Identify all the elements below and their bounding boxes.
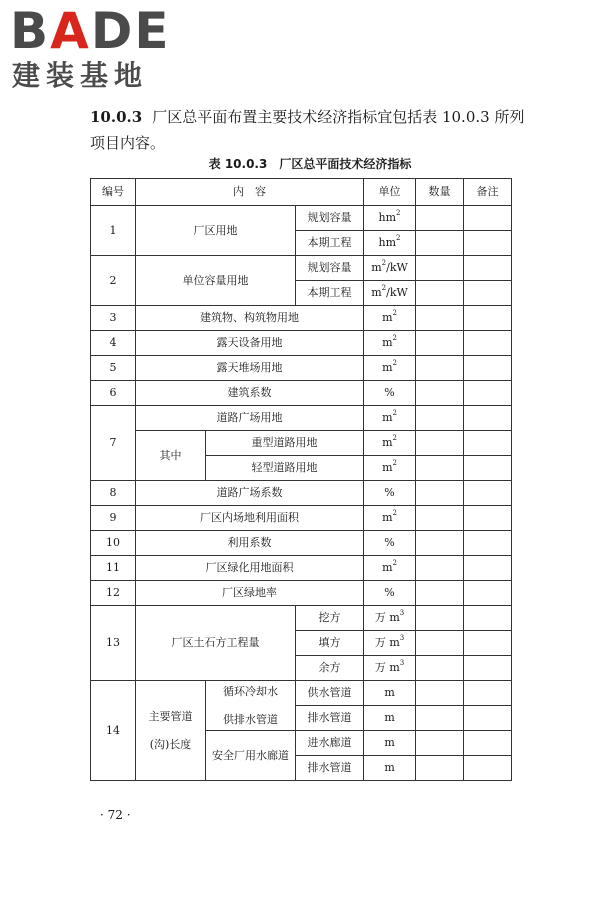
row-subitem: 余方 [296,656,364,681]
row-subitem: 规划容量 [296,206,364,231]
row-subitem: 本期工程 [296,281,364,306]
row-qty [416,256,464,281]
row-number: 2 [91,256,136,306]
row-remark [464,481,512,506]
row-remark [464,281,512,306]
row-number: 11 [91,556,136,581]
table-row [91,331,512,356]
row-qty [416,406,464,431]
row-qty [416,381,464,406]
row-number: 9 [91,506,136,531]
row-qty [416,756,464,781]
row-item: 厂区用地 [136,206,296,256]
row-remark [464,531,512,556]
row-qty [416,231,464,256]
row-unit: $m^2/kW$ [364,281,416,306]
row-unit: $hm^2$ [364,231,416,256]
row-remark [464,706,512,731]
row-item: 厂区绿化用地面积 [136,556,364,581]
row-unit: 万 $m^3$ [364,606,416,631]
header-no: 编号 [91,179,136,206]
row-group: 其中 [136,431,206,481]
row-qty [416,306,464,331]
bade-logo [10,4,190,94]
row-qty [416,556,464,581]
table-caption-number: 表 10.0.3 [208,157,268,171]
row-qty [416,656,464,681]
row-unit: $m^2$ [364,331,416,356]
row-group: 循环冷却水 供排水管道 [206,681,296,731]
row-unit: $m^2$ [364,306,416,331]
row-number: 3 [91,306,136,331]
clause-paragraph [90,104,530,156]
table-row [91,206,512,231]
table-row [91,256,512,281]
row-remark [464,506,512,531]
row-qty [416,631,464,656]
row-number: 5 [91,356,136,381]
row-remark [464,606,512,631]
row-remark [464,431,512,456]
row-unit: m [364,681,416,706]
row-number: 14 [91,681,136,781]
row-item: 单位容量用地 [136,256,296,306]
row-qty [416,531,464,556]
row-number: 7 [91,406,136,481]
row-remark [464,631,512,656]
row-remark [464,306,512,331]
header-unit: 单位 [364,179,416,206]
row-number: 1 [91,206,136,256]
table-header-row [91,179,512,206]
row-item: 露天堆场用地 [136,356,364,381]
row-unit: $m^2$ [364,456,416,481]
table-caption [90,156,530,172]
row-unit: $m^2$ [364,506,416,531]
row-item: 建筑物、构筑物用地 [136,306,364,331]
row-unit: 万 $m^3$ [364,656,416,681]
row-unit: $m^2$ [364,556,416,581]
row-subitem: 重型道路用地 [206,431,364,456]
row-qty [416,681,464,706]
row-unit: % [364,581,416,606]
row-remark [464,731,512,756]
row-qty [416,456,464,481]
row-unit: $m^2$ [364,406,416,431]
row-qty [416,356,464,381]
row-qty [416,431,464,456]
clause-number: 10.0.3 [90,108,143,126]
row-item: 建筑系数 [136,381,364,406]
table-row [91,356,512,381]
row-item: 厂区内场地利用面积 [136,506,364,531]
row-qty [416,481,464,506]
table-row [91,381,512,406]
row-qty [416,506,464,531]
table-row [91,406,512,431]
row-unit: % [364,531,416,556]
row-remark [464,206,512,231]
row-remark [464,681,512,706]
row-subitem: 排水管道 [296,756,364,781]
row-unit: % [364,381,416,406]
row-unit: % [364,481,416,506]
row-unit: m [364,731,416,756]
header-remark: 备注 [464,179,512,206]
row-subitem: 供水管道 [296,681,364,706]
table-row [91,506,512,531]
row-qty [416,706,464,731]
table-row [91,681,512,706]
table-row [91,606,512,631]
row-number: 13 [91,606,136,681]
row-number: 12 [91,581,136,606]
row-number: 10 [91,531,136,556]
row-group: 安全厂用水廊道 [206,731,296,781]
row-remark [464,331,512,356]
row-qty [416,606,464,631]
row-item: 露天设备用地 [136,331,364,356]
row-unit: $m^2$ [364,356,416,381]
row-number: 6 [91,381,136,406]
row-item: 道路广场用地 [136,406,364,431]
header-qty: 数量 [416,179,464,206]
row-remark [464,406,512,431]
table-row [91,531,512,556]
row-remark [464,556,512,581]
row-subitem: 本期工程 [296,231,364,256]
row-qty [416,281,464,306]
row-remark [464,256,512,281]
table-row [91,306,512,331]
row-unit: m [364,756,416,781]
clause-text: 厂区总平面布置主要技术经济指标宜包括表 10.0.3 所列项目内容。 [90,108,525,152]
row-qty [416,731,464,756]
row-number: 8 [91,481,136,506]
logo-wordmark: BADE [10,2,171,60]
row-unit: $m^2$ [364,431,416,456]
row-remark [464,356,512,381]
row-remark [464,656,512,681]
row-qty [416,331,464,356]
table-row [91,556,512,581]
row-unit: 万 $m^3$ [364,631,416,656]
header-content: 内 容 [136,179,364,206]
table-row [91,481,512,506]
row-remark [464,231,512,256]
row-item: 道路广场系数 [136,481,364,506]
row-qty [416,581,464,606]
row-item: 厂区绿地率 [136,581,364,606]
row-subitem: 进水廊道 [296,731,364,756]
row-item: 厂区土石方工程量 [136,606,296,681]
page-number: · 72 · [100,808,131,822]
row-unit: $m^2/kW$ [364,256,416,281]
row-subitem: 填方 [296,631,364,656]
table-row [91,581,512,606]
row-remark [464,581,512,606]
row-unit: $hm^2$ [364,206,416,231]
table-row [91,431,512,456]
row-subitem: 挖方 [296,606,364,631]
row-item: 主要管道 (沟)长度 [136,681,206,781]
indicator-table [90,178,512,781]
row-number: 4 [91,331,136,356]
row-subitem: 轻型道路用地 [206,456,364,481]
row-unit: m [364,706,416,731]
row-item: 利用系数 [136,531,364,556]
logo-subtitle: 建装基地 [12,59,149,92]
row-subitem: 排水管道 [296,706,364,731]
table-caption-title: 厂区总平面技术经济指标 [279,157,412,171]
row-remark [464,381,512,406]
row-qty [416,206,464,231]
row-subitem: 规划容量 [296,256,364,281]
row-remark [464,756,512,781]
row-remark [464,456,512,481]
